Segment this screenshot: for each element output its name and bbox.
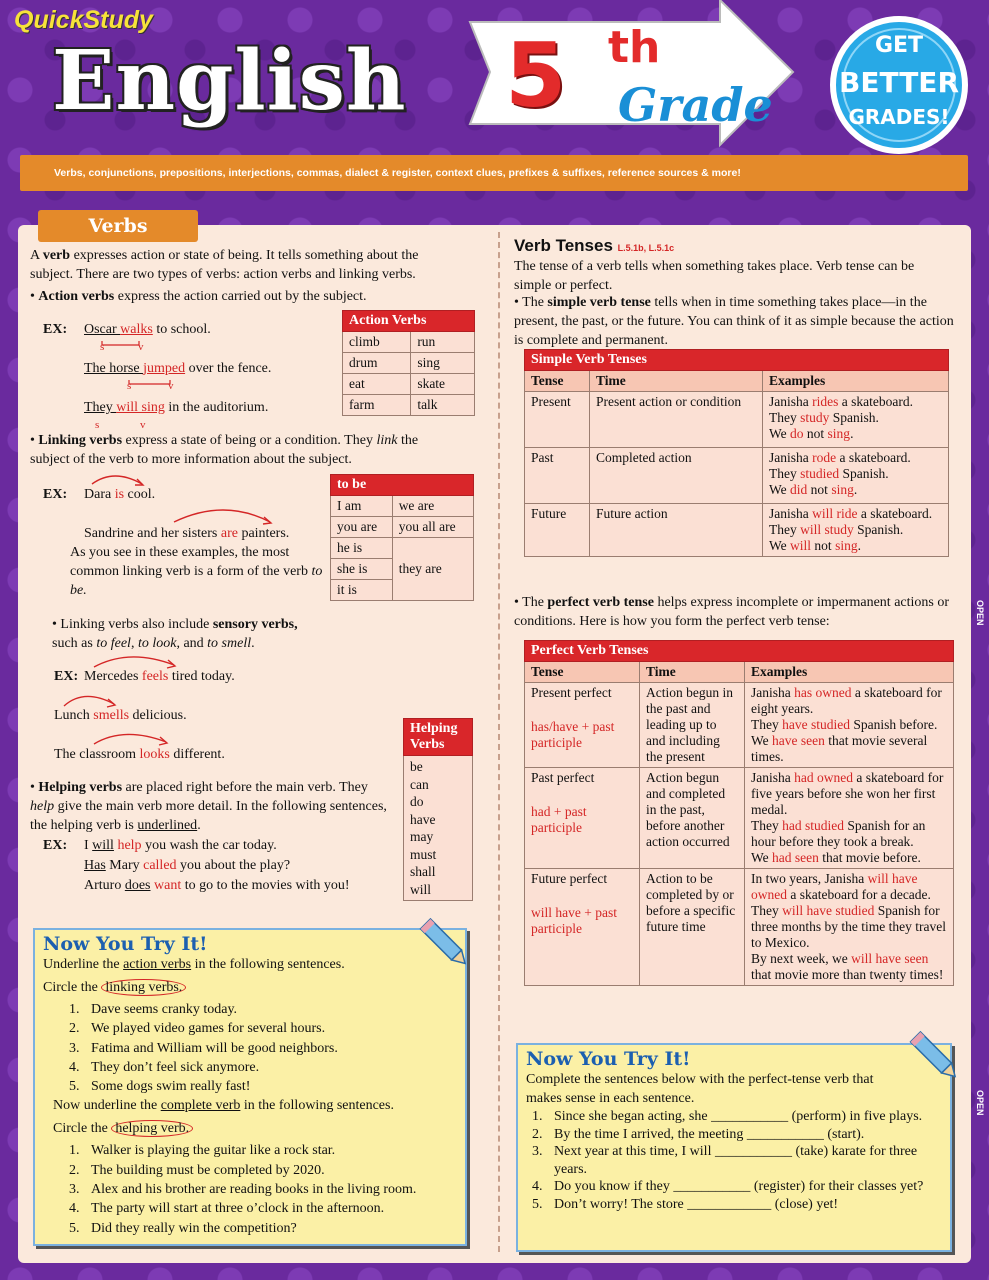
to-be-table: to be I am we are you are you all are he is they are she is it is <box>330 474 474 601</box>
try-it-title-1: Now You Try It! <box>43 933 208 955</box>
ex-label-3: EX: <box>54 669 79 684</box>
mark-v-1: v <box>138 341 144 353</box>
list-item: 3. Fatima and William will be good neighbors. <box>83 1039 457 1058</box>
section-tab-verbs: Verbs <box>38 210 198 242</box>
grade-number: 5 <box>505 24 567 127</box>
perfect-tenses-caption: Perfect Verb Tenses <box>525 641 954 662</box>
badge-line-1: GET <box>874 33 924 58</box>
list-item: 3. Alex and his brother are reading books in the living room. <box>83 1180 457 1199</box>
list-item: 2. The building must be completed by 2020. <box>83 1161 457 1180</box>
try1-instruction-1: Underline the action verbs in the following sentences. <box>43 957 345 972</box>
action-verbs-caption: Action Verbs <box>343 311 475 332</box>
helping-example-3: Arturo does want to go to the movies with you! <box>84 878 350 893</box>
verb-tenses-heading: Verb Tenses L.5.1b, L.5.1c <box>514 236 675 255</box>
linking-example-2: Sandrine and her sisters are painters. <box>84 526 290 541</box>
list-item: 1. Since she began acting, she ___________ (perform) in five plays. <box>546 1108 942 1126</box>
sensory-example-3: The classroom looks different. <box>54 747 225 762</box>
action-example-2: The horse jumped over the fence. <box>84 361 272 376</box>
linking-verbs-def: • Linking verbs express a state of being or a condition. They link the subject of the verb to more information about the subject. <box>30 433 419 467</box>
try1-instruction-3: Now underline the complete verb in the following sentences. <box>53 1098 394 1114</box>
simple-tense-def: • The simple verb tense tells when in time something takes place—in the present, the past, or the future. You can think of it as simple because the action is complete and permanent. <box>514 295 954 348</box>
badge-line-2: BETTER <box>839 66 959 99</box>
list-item: 5. Don’t worry! The store ____________ (close) yet! <box>546 1196 942 1214</box>
to-be-caption: to be <box>331 475 474 496</box>
linking-arrows <box>84 470 314 530</box>
ex-label-4: EX: <box>43 838 68 853</box>
helping-example-1: I will help you wash the car today. <box>84 838 277 853</box>
grade-suffix: th <box>608 22 661 73</box>
action-verbs-def: • Action verbs express the action carried out by the subject. <box>30 289 367 304</box>
mark-v-3: v <box>140 419 146 431</box>
page-title: English <box>52 33 407 129</box>
grade-word: Grade <box>618 78 773 132</box>
linking-example-1: Dara is cool. <box>84 487 156 502</box>
ex-label: EX: <box>43 322 68 337</box>
try2-intro: Complete the sentences below with the perfect-tense verb that makes sense in each sentence. <box>526 1072 874 1106</box>
tagline: Verbs, conjunctions, prepositions, interjections, commas, dialect & register, context clues, prefixes & suffixes, reference sources & more! <box>20 155 968 191</box>
list-item: 4. They don’t feel sick anymore. <box>83 1058 457 1077</box>
linking-note: As you see in these examples, the most common linking verb is a form of the verb to be. <box>70 545 323 598</box>
helping-verbs-caption: Helping Verbs <box>404 719 473 756</box>
list-item: 5. Did they really win the competition? <box>83 1219 457 1238</box>
open-side-label-1: OPEN <box>975 600 985 626</box>
sensory-example-1: Mercedes feels tired today. <box>84 669 235 684</box>
try1-list-1 <box>43 1000 457 1096</box>
try1-instruction-4: Circle the helping verb. <box>43 1119 457 1138</box>
list-item: 1. Dave seems cranky today. <box>83 1000 457 1019</box>
try2-list <box>526 1108 942 1213</box>
sensory-verbs-note: • Linking verbs also include sensory verbs, such as to feel, to look, and to smell. <box>52 617 298 651</box>
try1-list-2 <box>43 1141 457 1237</box>
open-side-label-2: OPEN <box>975 1090 985 1116</box>
verbs-intro: A verb expresses action or state of being. It tells something about the subject. There are two types of verbs: action verbs and linking verbs. <box>30 248 419 282</box>
list-item: 1. Walker is playing the guitar like a rock star. <box>83 1141 457 1160</box>
sensory-arrows <box>54 650 254 750</box>
mark-s-2: s <box>127 380 132 392</box>
list-item: 4. Do you know if they ___________ (register) for their classes yet? <box>546 1178 942 1196</box>
get-better-grades-badge <box>826 12 972 158</box>
helping-example-2: Has Mary called you about the play? <box>84 858 291 873</box>
verb-tenses-intro: The tense of a verb tells when something takes place. Verb tense can be simple or perfect. <box>514 259 915 293</box>
ex-label-2: EX: <box>43 487 68 502</box>
simple-tenses-table: Simple Verb Tenses Tense Time Examples Present Present action or condition Janisha rides a skateboard. They study Spanish. We do not sing. Past Completed action Janisha rode a skateboard. They studied Spanish. We did not sing. Future Future action Janisha will ride a skateboard. They will study Spanish. We will not sing. <box>524 349 949 557</box>
mark-v-2: v <box>168 380 174 392</box>
list-item: 5. Some dogs swim really fast! <box>83 1077 457 1096</box>
column-divider <box>498 232 500 1252</box>
action-verbs-table: Action Verbs climb run drum sing eat skate farm talk <box>342 310 475 416</box>
perfect-tenses-table: Perfect Verb Tenses Tense Time Examples Present perfect has/have + past participle Action begun in the past and leading up to and including the present Janisha has owned a skateboard for eight years. They have studied Spanish before. We have seen that movie several times. Past perfect had + past participle Action begun and completed in the past, before another action occurred Janisha had owned a skateboard for five years before she won her first medal. They had studied Spanish for an hour before they took a break. We had seen that movie before. Future perfect will have + past participle Action to be completed by or before a specific future time In two years, Janisha will have owned a skateboard for a decade. They will have studied Spanish for three months by the time they travel to Mexico. By next week, we will have seen that movie more than twenty times! <box>524 640 954 986</box>
pencil-icon <box>910 1028 962 1084</box>
helping-verbs-def: • Helping verbs are placed right before the main verb. They help give the main verb more detail. In the following sentences, the helping verb is underlined. <box>30 780 387 833</box>
try-it-box-1 <box>33 928 467 1246</box>
helping-verbs-table: Helping Verbs be can do have may must shall will <box>403 718 473 901</box>
list-item: 2. We played video games for several hours. <box>83 1019 457 1038</box>
try1-instruction-2: Circle the linking verbs. <box>43 978 457 997</box>
list-item: 2. By the time I arrived, the meeting ___________ (start). <box>546 1126 942 1144</box>
mark-s-3: s <box>95 419 100 431</box>
action-example-1: Oscar walks to school. <box>84 322 211 337</box>
badge-line-3: GRADES! <box>848 105 950 129</box>
action-example-3: They will sing in the auditorium. <box>84 400 269 415</box>
subject-verb-marks <box>84 337 184 417</box>
mark-s-1: s <box>100 341 105 353</box>
brand-logo: QuickStudy <box>14 6 153 34</box>
sensory-example-2: Lunch smells delicious. <box>54 708 187 723</box>
perfect-tense-def: • The perfect verb tense helps express incomplete or impermanent actions or conditions. Here is how you form the perfect verb tense: <box>514 595 950 629</box>
try-it-box-2 <box>516 1043 952 1252</box>
pencil-icon <box>420 915 472 971</box>
simple-tenses-caption: Simple Verb Tenses <box>525 350 949 371</box>
try-it-title-2: Now You Try It! <box>526 1048 691 1070</box>
list-item: 4. The party will start at three o’clock in the afternoon. <box>83 1199 457 1218</box>
list-item: 3. Next year at this time, I will ___________ (take) karate for three years. <box>546 1143 942 1178</box>
